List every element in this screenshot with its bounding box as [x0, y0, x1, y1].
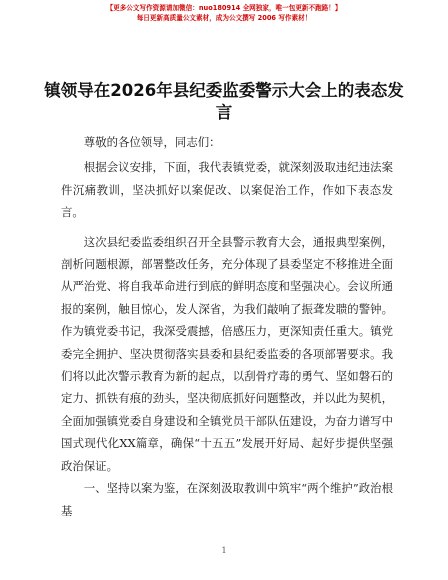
paragraph-intro: 根据会议安排，下面，我代表镇党委，就深刻汲取违纪违法案件沉痛教训，坚决抓好以案促改、以案促治工作，作如下表态发言。 [61, 160, 393, 220]
document-title: 镇领导在2026年县纪委监委警示大会上的表态发言 [44, 81, 404, 122]
promo-banner-line-1: 【更多公文写作资源请加微信：nuo180914 全网独家，唯一包更新不跑路！】 [106, 4, 342, 12]
salutation: 尊敬的各位领导，同志们： [83, 135, 221, 149]
paragraph-main: 这次县纪委监委组织召开全县警示教育大会，通报典型案例，剖析问题根源，部署整改任务，充分体现了县委坚定不移推进全面从严治党、将自我革命进行到底的鲜明态度和坚强决心。会议所通报的案例，触目惊心，发人深省，为我们敲响了振聋发聩的警钟。作为镇党委书记，我深受震撼，倍感压力，更深知责任重大。镇党委完全拥护、坚决贯彻落实县委和县纪委监委的各项部署要求。我们将以此次警示教育为新的起点，以刮骨疗毒的勇气、坚如磐石的定力、抓铁有痕的劲头，坚决彻底抓好问题整改，并以此为契机，全面加强镇党委自身建设和全镇党员干部队伍建设，为奋力谱写中国式现代化XX篇章，确保“十五五”发展开好局、起好步提供坚强政治保证。 [61, 234, 393, 473]
page-number: 1 [221, 546, 227, 555]
promo-banner [0, 4, 448, 23]
document-body [61, 131, 393, 522]
promo-banner-line-2: 每日更新高质量公文素材，成为公文撰写 2006 写作素材！ [136, 13, 312, 22]
section-heading-1: 一、坚持以案为鉴，在深刻汲取教训中筑牢“两个维护”政治根基 [61, 481, 393, 518]
